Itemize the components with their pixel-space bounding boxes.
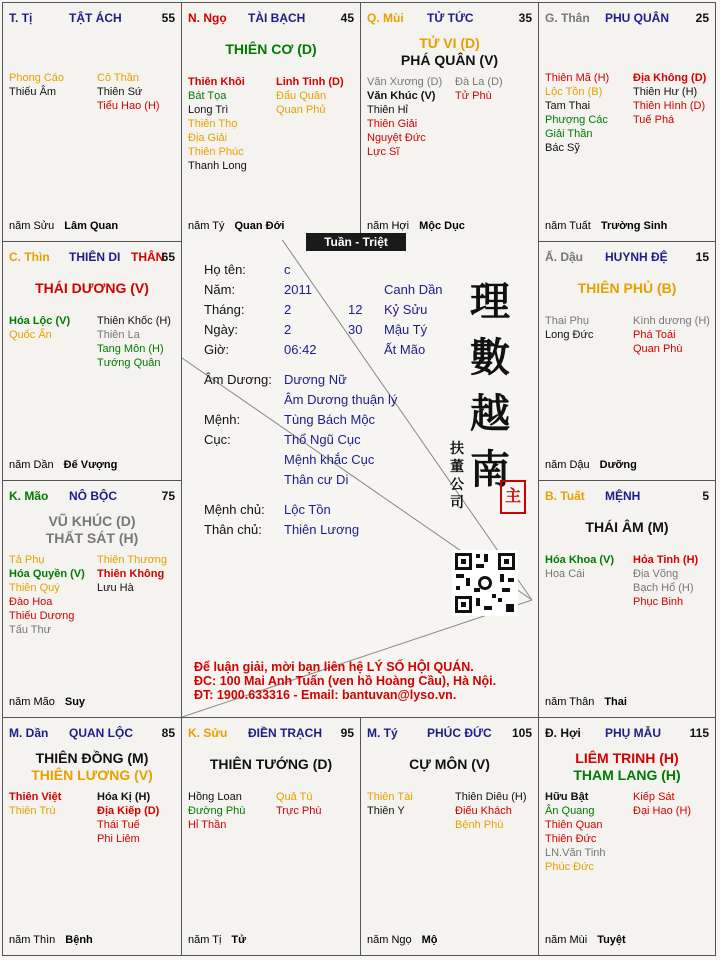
palace-stage: Đế Vượng [63,459,118,471]
minor-star: Lộc Tồn (B) [545,86,603,98]
palace-position: M. Tý [367,726,398,740]
minor-star: Quan Phù [633,343,683,355]
minor-star: Phi Liêm [97,833,140,845]
contact-address: ĐC: 100 Mai Anh Tuấn (ven hồ Hoàng Cầu), Hà Nội. [194,674,497,688]
month-value: 2 [284,302,292,317]
palace-year: năm Tý [188,220,225,232]
menhchu-label: Mệnh chủ: [204,502,265,517]
palace-name: TÀI BẠCH [248,11,306,25]
palace-cell-dan[interactable] [2,717,182,956]
minor-star: Linh Tinh (D) [276,76,344,88]
palace-footer [188,934,246,946]
amduong-note: Âm Dương thuận lý [284,392,398,407]
than-marker: THÂN [131,250,165,264]
minor-star: Phong Cáo [9,72,65,84]
minor-star: Hỏa Tinh (H) [633,554,699,566]
minor-star: Thiên Khôi [188,76,245,88]
calligraphy-side: 扶董公司 [450,441,464,511]
palace-header [9,489,177,503]
minor-star: Nguyệt Đức [367,132,426,144]
main-star: THẤT SÁT (H) [45,530,139,546]
minor-star: Kiếp Sát [633,791,675,803]
star-column-right [633,314,710,356]
palace-name: TẬT ÁCH [69,11,122,25]
palace-name: QUAN LỘC [69,726,133,740]
minor-star: Văn Xương (D) [367,76,443,88]
minor-star: Phục Binh [633,596,684,608]
palace-position: C. Thìn [9,250,50,264]
palace-stage: Thai [604,696,627,708]
palace-cell-ti[interactable] [2,2,182,242]
minor-star: Thiên Mã (H) [545,72,610,84]
palace-header [188,11,356,25]
minor-star: Thiên Quan [545,819,603,831]
minor-star: Hóa Khoa (V) [545,554,615,566]
minor-star: Thiếu Dương [9,610,75,622]
minor-star: Bát Tọa [188,90,227,102]
palace-name: NÔ BỘC [69,489,117,503]
minor-star: Thanh Long [188,160,247,172]
palace-year: năm Dậu [545,459,590,471]
minor-star: Quốc Ấn [9,329,52,341]
calligraphy-3: 越 [470,390,510,437]
minor-star: Địa Không (D) [633,72,707,84]
palace-number: 5 [702,489,709,503]
cuc-note: Mệnh khắc Cục [284,452,375,467]
center-panel [182,240,538,717]
minor-star: Thiên Y [367,805,405,817]
thanchu-label: Thân chủ: [204,522,262,537]
star-column-right [455,75,503,103]
star-column-left [545,790,606,874]
palace-header [9,250,177,264]
main-star: THAM LANG (H) [573,767,681,783]
palace-name: HUYNH ĐỆ [605,250,668,264]
main-star: THÁI DƯƠNG (V) [35,280,149,296]
minor-star: Tiểu Hao (H) [97,100,160,112]
palace-stage: Dưỡng [599,459,637,471]
star-column-right [97,553,167,595]
year-can: Canh Dần [384,282,443,297]
minor-star: Hóa Quyền (V) [9,568,85,580]
star-column-left [367,75,442,159]
minor-star: Bạch Hổ (H) [633,582,694,594]
palace-year: năm Mùi [545,934,588,946]
palace-number: 35 [518,11,532,25]
palace-name: PHỤ MẪU [605,726,661,740]
star-column-right [633,553,698,609]
palace-stage: Trường Sinh [600,220,668,232]
main-star: THIÊN ĐỒNG (M) [35,750,149,766]
palace-year: năm Tị [188,934,222,946]
palace-header [9,11,177,25]
star-column-left [545,553,614,581]
year-value: 2011 [284,282,312,297]
palace-footer [545,220,667,232]
hour-label: Giờ: [204,342,230,357]
minor-star: Thiên Tài [367,791,413,803]
palace-cell-tuat[interactable] [538,480,716,718]
minor-star: Giải Thần [545,128,593,140]
palace-header [545,250,711,264]
palace-position: K. Sửu [188,726,228,740]
minor-star: Văn Khúc (V) [367,90,436,102]
minor-star: Thiên Diêu (H) [455,791,527,803]
minor-star: Lưu Hà [97,582,134,594]
star-column-right [276,790,321,818]
minor-star: LN.Văn Tinh [545,847,606,859]
star-column-left [188,75,247,173]
thanchu-value: Thiên Lương [284,522,360,537]
star-column-right [276,75,344,117]
minor-star: Thiên Đức [545,833,597,845]
main-star: THIÊN LƯƠNG (V) [31,767,153,783]
palace-year: năm Thìn [9,934,56,946]
palace-header [367,726,534,740]
contact-info [194,660,496,702]
palace-footer [367,220,465,232]
minor-star: Hữu Bật [545,791,589,803]
minor-star: Địa Kiếp (D) [97,805,160,817]
minor-star: Lực Sĩ [367,146,400,158]
main-star: TỬ VI (D) [419,35,480,51]
palace-footer [188,220,284,232]
minor-star: Thai Phụ [545,315,590,327]
minor-star: Thiên Hỉ [367,104,408,116]
minor-star: Đẩu Quân [276,90,327,102]
palace-stage: Tử [231,934,247,946]
calligraphy-4: 南 [470,446,510,493]
minor-star: Địa Võng [633,568,679,580]
palace-cell-mui[interactable] [360,2,539,242]
palace-cell-dau[interactable] [538,241,716,481]
palace-position: K. Mão [9,489,49,503]
palace-header [9,726,177,740]
palace-header [367,11,534,25]
palace-number: 95 [340,726,354,740]
palace-year: năm Tuất [545,220,591,232]
star-column-right [97,314,171,370]
palace-cell-thin[interactable] [2,241,182,481]
minor-star: Tam Thai [545,100,591,112]
minor-star: Quả Tú [276,791,313,803]
minor-star: Tử Phù [455,90,492,102]
palace-year: năm Thân [545,696,595,708]
minor-star: Điếu Khách [455,805,512,817]
palace-number: 25 [695,11,709,25]
seal-stamp: 主 [500,480,526,514]
minor-star: Tuế Phá [633,114,675,126]
palace-year: năm Dần [9,459,54,471]
palace-name: PHU QUÂN [605,11,670,25]
amduong-label: Âm Dương: [204,372,272,387]
minor-star: Thiên Thọ [188,118,238,130]
palace-cell-ty[interactable] [360,717,539,956]
minor-star: Hỉ Thần [188,819,227,831]
star-column-right [633,71,706,127]
minor-star: Thiên Phúc [188,146,244,158]
minor-star: Thiên Quý [9,582,60,594]
star-column-left [9,71,64,99]
minor-star: Tả Phụ [9,554,45,566]
minor-star: Long Đức [545,329,594,341]
main-star: THIÊN PHỦ (B) [577,280,677,296]
palace-number: 85 [161,726,175,740]
palace-number: 115 [689,726,709,740]
minor-star: Hóa Lộc (V) [9,315,71,327]
palace-year: năm Sửu [9,220,55,232]
star-column-left [545,314,593,342]
month-lunar: 12 [348,302,363,317]
palace-footer [545,696,627,708]
year-label: Năm: [204,282,236,297]
palace-header [188,726,356,740]
star-column-left [188,790,245,832]
palace-number: 75 [161,489,175,503]
palace-name: MỆNH [605,489,641,503]
palace-header [545,489,711,503]
main-star: THIÊN CƠ (D) [225,41,317,57]
palace-position: M. Dần [9,726,49,740]
palace-header [545,11,711,25]
tuan-triet-badge: Tuần - Triệt [306,233,406,251]
day-label: Ngày: [204,322,238,337]
minor-star: Thiên Việt [9,791,62,803]
minor-star: Hóa Kị (H) [97,791,151,803]
star-column-right [97,71,160,113]
minor-star: Bác Sỹ [545,142,580,154]
palace-number: 105 [511,726,532,740]
minor-star: Thiên Thương [97,554,168,566]
palace-position: Ấ. Dậu [545,250,584,264]
palace-footer [9,220,118,232]
hour-can: Ất Mão [384,342,426,357]
minor-star: Thiên Giải [367,118,418,130]
minor-star: Phúc Đức [545,861,594,873]
palace-stage: Lâm Quan [64,220,119,232]
contact-line-1: Để luận giải, mời bạn liên hệ LÝ SỐ HỘI QUÁN. [194,660,474,674]
menh-value: Tùng Bách Mộc [284,412,376,427]
palace-cell-than[interactable] [538,2,716,242]
day-lunar: 30 [348,322,363,337]
minor-star: Thiên Trù [9,805,56,817]
main-star: THIÊN TƯỚNG (D) [209,756,333,772]
palace-footer [9,934,93,946]
palace-name: ĐIỀN TRẠCH [248,726,322,740]
cuc-label: Cục: [204,432,231,447]
menhchu-value: Lộc Tồn [284,502,331,517]
cuc-value: Thổ Ngũ Cục [284,432,361,447]
minor-star: Thiên Khốc (H) [97,315,171,327]
minor-star: Long Trì [188,104,229,116]
palace-number: 15 [695,250,709,264]
palace-position: G. Thân [545,11,590,25]
day-value: 2 [284,322,292,337]
hour-value: 06:42 [284,342,317,357]
minor-star: Thiên Hình (D) [633,100,706,112]
palace-cell-mao[interactable] [2,480,182,718]
minor-star: Kình dương (H) [633,315,710,327]
calligraphy-2: 數 [470,334,510,381]
minor-star: Đào Hoa [9,596,53,608]
minor-star: Thiếu Âm [9,86,57,98]
day-can: Mậu Tý [384,322,428,337]
minor-star: Phượng Các [545,114,608,126]
palace-cell-ngo[interactable] [181,2,361,242]
main-star: THÁI ÂM (M) [585,519,669,535]
name-value: c [284,262,291,277]
star-column-left [9,790,61,818]
qr-code[interactable] [452,550,518,616]
minor-star: Đại Hao (H) [633,805,692,817]
main-star: VŨ KHÚC (D) [48,513,136,529]
palace-number: 45 [340,11,354,25]
palace-stage: Tuyệt [597,934,626,946]
palace-stage: Bệnh [65,934,93,946]
minor-star: Thiên Hư (H) [633,86,698,98]
star-column-left [9,314,70,342]
palace-cell-hoi[interactable] [538,717,716,956]
palace-stage: Suy [64,696,86,708]
minor-star: Địa Giải [188,132,228,144]
star-column-left [545,71,609,155]
palace-footer [545,459,637,471]
minor-star: Thiên Không [97,568,165,580]
minor-star: Thiên La [97,329,140,341]
amduong-value: Dương Nữ [284,372,347,387]
palace-stage: Mộc Dục [419,220,465,232]
menh-label: Mệnh: [204,412,241,427]
month-can: Kỷ Sửu [384,302,428,317]
contact-phone-email: ĐT: 1900.633316 - Email: bantuvan@lyso.vn. [194,688,457,702]
minor-star: Quan Phủ [276,104,326,116]
palace-position: T. Tị [9,11,33,25]
minor-star: Đường Phù [188,805,246,817]
palace-year: năm Mão [9,696,55,708]
palace-number: 55 [161,11,175,25]
minor-star: Hoa Cái [545,568,585,580]
minor-star: Thái Tuế [97,819,140,831]
palace-cell-suu[interactable] [181,717,361,956]
palace-name: THIÊN DI [69,250,121,264]
minor-star: Trực Phù [276,805,322,817]
minor-star: Tấu Thư [9,624,52,636]
palace-footer [367,934,438,946]
name-label: Họ tên: [204,262,246,277]
palace-number: 65 [161,250,175,264]
calligraphy-1: 理 [470,278,510,325]
minor-star: Tang Môn (H) [97,343,164,355]
minor-star: Phá Toái [633,329,676,341]
palace-header [545,726,711,740]
main-star: LIÊM TRINH (H) [575,750,679,766]
minor-star: Tướng Quân [97,357,161,369]
palace-position: B. Tuất [545,489,585,503]
palace-position: Q. Mùi [367,11,404,25]
minor-star: Thiên Sứ [97,86,143,98]
palace-footer [9,696,85,708]
star-column-right [97,790,159,846]
star-column-right [455,790,527,832]
star-column-right [633,790,691,818]
palace-year: năm Hợi [367,220,410,232]
star-column-left [367,790,413,818]
palace-position: N. Ngọ [188,11,227,25]
than-position: Thân cư Di [284,472,349,487]
palace-footer [9,459,117,471]
main-star: PHÁ QUÂN (V) [400,52,499,68]
star-column-left [9,553,85,637]
minor-star: Bệnh Phù [455,819,504,831]
palace-footer [545,934,626,946]
palace-year: năm Ngọ [367,934,412,946]
minor-star: Ân Quang [545,805,595,817]
palace-position: Đ. Hợi [545,726,581,740]
minor-star: Đà La (D) [455,76,503,88]
palace-stage: Quan Đới [234,220,285,232]
palace-name: PHÚC ĐỨC [427,726,492,740]
minor-star: Cô Thần [97,72,139,84]
main-star: CỰ MÔN (V) [409,756,490,772]
minor-star: Hồng Loan [188,791,242,803]
palace-stage: Mộ [421,934,438,946]
month-label: Tháng: [204,302,245,317]
palace-name: TỬ TỨC [427,11,474,25]
